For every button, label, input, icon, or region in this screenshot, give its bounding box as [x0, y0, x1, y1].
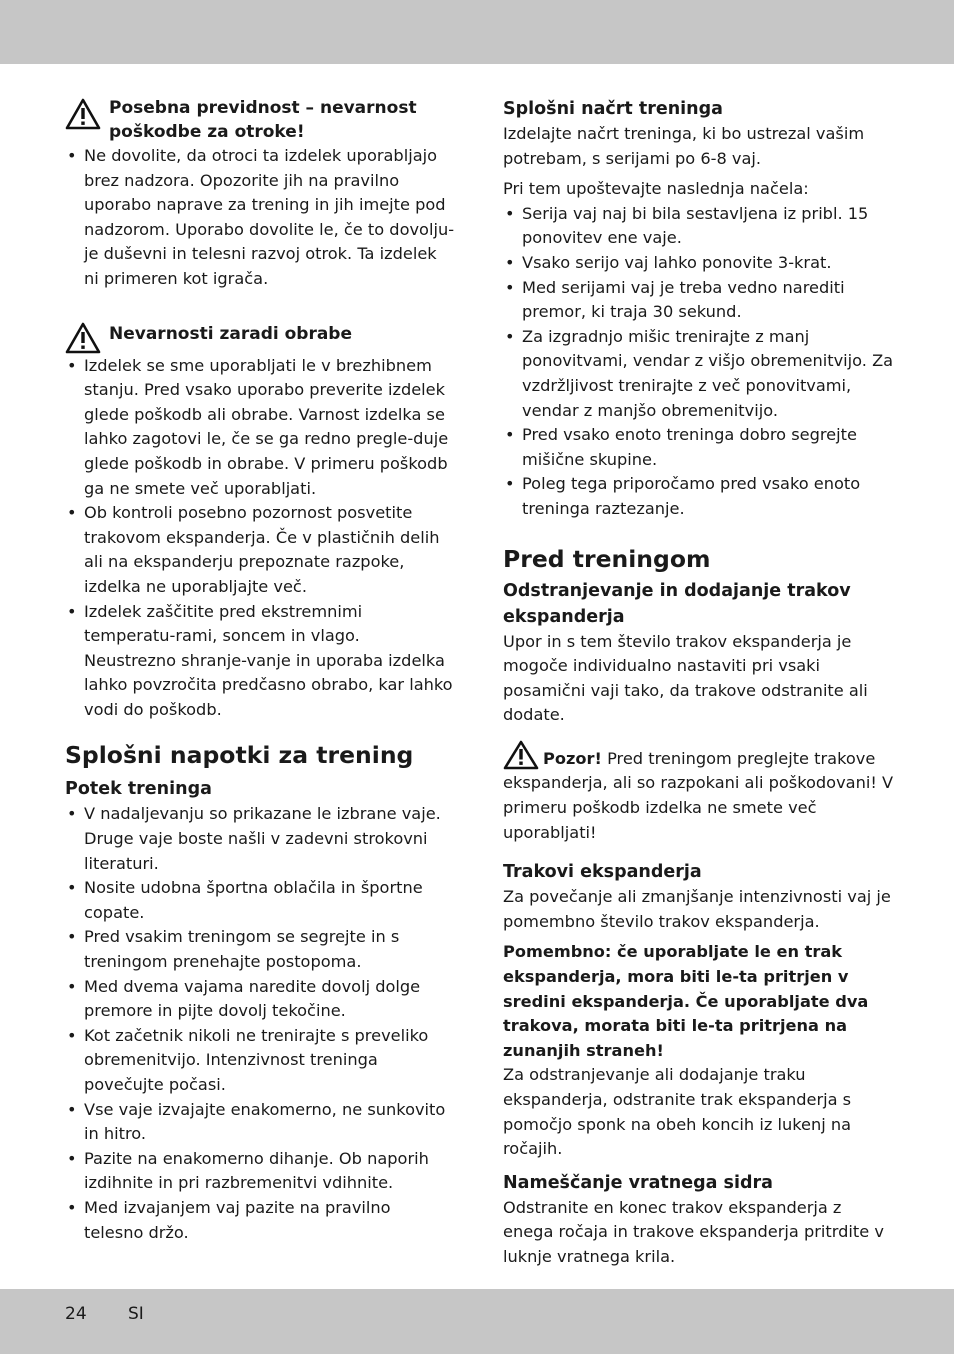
trakovi-text: Za povečanje ali zmanjšanje intenzivnosti vaj je pomembno število trakov ekspanderja. — [503, 887, 891, 931]
section-heading-before-training: Pred treningom — [503, 544, 711, 573]
potek-list — [65, 802, 455, 1245]
trakovi-important: Pomembno: če uporabljate le en trak ekspanderja, mora biti le-ta pritrjen v sredini ekspanderja. Če uporabljate dva trakova, morata biti le-ta pritrjena na zunanjih straneh! — [503, 942, 869, 1060]
warning-wear-heading — [65, 320, 455, 354]
list-item: • Vsako serijo vaj lahko ponovite 3-krat. — [503, 251, 895, 276]
potek-heading: Potek treninga — [65, 779, 212, 800]
list-item: • Kot začetnik nikoli ne trenirajte s preveliko obremenitvijo. Intenzivnost treninga povečujte počasi. — [65, 1024, 455, 1098]
section-heading-general-tips: Splošni napotki za trening — [65, 741, 414, 770]
list-item: • Ne dovolite, da otroci ta izdelek uporabljajo brez nadzora. Opozorite jih na pravilno uporabo naprave za trening in jih imejte pod nadzorom. Uporabo dovolite le, če to dovolju-je duševni in telesni razvoj otrok. Ta izdelek ni primeren kot igrača. — [65, 144, 455, 292]
warning-children-list — [65, 144, 455, 292]
list-item: • Za izgradnjo mišic trenirajte z manj ponovitvami, vendar z višjo obremenitvijo. Za vzdržljivost trenirajte z več ponovitvami, vendar z manjšo obremenitvijo. — [503, 325, 895, 423]
warning-triangle-icon — [503, 740, 539, 770]
list-item: • Pred vsakim treningom se segrejte in s treningom prenehajte postopoma. — [65, 925, 455, 974]
left-column — [65, 96, 455, 1245]
nacrt-list — [503, 202, 895, 522]
sidro-text: Odstranite en konec trakov ekspanderja z enega ročaja in trakove ekspanderja pritrdite v luknje vratnega krila. — [503, 1197, 884, 1266]
warning-triangle-icon — [65, 322, 101, 354]
page-number: 24 — [65, 1304, 87, 1324]
trakovi-heading: Trakovi ekspanderja — [503, 862, 702, 883]
trakovi-text2: Za odstranjevanje ali dodajanje traku ekspanderja, odstranite trak ekspanderja s pomočjo sponk na obeh koncih iz lukenj na ročajih. — [503, 1065, 852, 1159]
language-code: SI — [128, 1304, 144, 1324]
pozor-paragraph — [503, 740, 895, 845]
nacrt-intro: Izdelajte načrt treninga, ki bo ustrezal vašim potrebam, s serijami po 6-8 vaj. — [503, 124, 865, 168]
list-item: • Izdelek zaščitite pred ekstremnimi temperatu-rami, soncem in vlago. Neustrezno shranje-vanje in uporaba izdelka lahko povzročita predčasno obrabo, kar lahko vodi do poškodb. — [65, 600, 455, 723]
list-item: • Nosite udobna športna oblačila in športne copate. — [65, 876, 455, 925]
odstranjevanje-heading: Odstranjevanje in dodajanje trakov ekspanderja — [503, 580, 851, 627]
warning-children-heading — [65, 96, 455, 144]
warning-wear-title: Nevarnosti zaradi obrabe — [109, 323, 353, 344]
list-item: • Vse vaje izvajajte enakomerno, ne sunkovito in hitro. — [65, 1098, 455, 1147]
list-item: • Med dvema vajama naredite dovolj dolge premore in pijte dovolj tekočine. — [65, 975, 455, 1024]
list-item: • Pred vsako enoto treninga dobro segrejte mišične skupine. — [503, 423, 895, 472]
list-item: • Pazite na enakomerno dihanje. Ob naporih izdihnite in pri razbremenitvi vdihnite. — [65, 1147, 455, 1196]
list-item: • Serija vaj naj bi bila sestavljena iz pribl. 15 ponovitev ene vaje. — [503, 202, 895, 251]
odstranjevanje-text: Upor in s tem število trakov ekspanderja je mogoče individualno nastaviti pri vsaki posamični vaji tako, da trakove odstranite ali dodate. — [503, 631, 868, 725]
header-band — [0, 0, 954, 64]
list-item: • Izdelek se sme uporabljati le v brezhibnem stanju. Pred vsako uporabo preverite izdelek glede poškodb ali obrabe. Varnost izdelka se lahko zagotovi le, če se ga redno pregle-duje glede poškodb in obrabe. V primeru poškodb ga ne smete več uporabljati. — [65, 354, 455, 502]
nacrt-principles-intro: Pri tem upoštevajte naslednja načela: — [503, 179, 809, 199]
right-column — [503, 96, 895, 1270]
list-item: • Poleg tega priporočamo pred vsako enoto treninga raztezanje. — [503, 472, 895, 521]
list-item: • Med izvajanjem vaj pazite na pravilno telesno držo. — [65, 1196, 455, 1245]
sidro-heading: Nameščanje vratnega sidra — [503, 1172, 773, 1193]
pozor-text: Pred treningom preglejte trakove ekspanderja, ali so razpokani ali poškodovani! V primeru poškodb izdelka ne smete več uporabljati! — [503, 748, 894, 842]
warning-children-title: Posebna previdnost – nevarnost poškodbe za otroke! — [109, 98, 417, 142]
pozor-label: Pozor! — [543, 748, 602, 768]
list-item: • Med serijami vaj je treba vedno narediti premor, ki traja 30 sekund. — [503, 276, 895, 325]
warning-wear-list — [65, 354, 455, 723]
list-item: • Ob kontroli posebno pozornost posvetite trakovom ekspanderja. Če v plastičnih delih ali na ekspanderju prepoznate razpoke, izdelka ne uporabljajte več. — [65, 501, 455, 599]
list-item: • V nadaljevanju so prikazane le izbrane vaje. Druge vaje boste našli v zadevni strokovni literaturi. — [65, 802, 455, 876]
warning-triangle-icon — [65, 98, 101, 130]
nacrt-heading: Splošni načrt treninga — [503, 99, 723, 119]
